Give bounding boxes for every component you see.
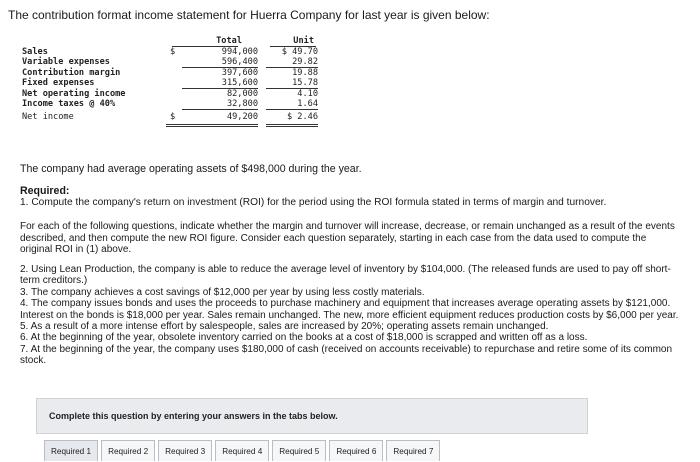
row-label: Variable expenses xyxy=(22,57,110,67)
required-tabs xyxy=(44,440,443,462)
row-unit: $ 49.70 xyxy=(281,46,318,57)
row-label: Income taxes @ 40% xyxy=(22,99,116,109)
question-6: 6. At the beginning of the year, obsolete inventory carried on the books at a cost of $18,000 is scrapped and written off as a loss. xyxy=(20,332,588,344)
row-unit: 15.78 xyxy=(292,78,318,88)
row-dollar: $ xyxy=(170,111,176,122)
row-total: 397,600 xyxy=(221,67,258,78)
operating-assets-text: The company had average operating assets of $498,000 during the year. xyxy=(20,163,362,175)
question-5: 5. As a result of a more intense effort by salespeople, sales are increased by 20%; operating assets remain unchanged. xyxy=(20,321,549,333)
row-label: Sales xyxy=(22,46,48,57)
row-unit: $ 2.46 xyxy=(286,111,318,122)
tab-required-6[interactable]: Required 6 xyxy=(329,440,383,461)
tab-required-3[interactable]: Required 3 xyxy=(158,440,212,461)
net-income-unit-underline xyxy=(266,124,318,125)
taxes-unit-underline xyxy=(266,109,318,110)
row-unit: 4.10 xyxy=(297,88,318,99)
question-3: 3. The company achieves a cost savings of $12,000 per year by using less costly materials. xyxy=(20,286,425,298)
tab-required-2[interactable]: Required 2 xyxy=(101,440,155,461)
question-list xyxy=(20,264,680,367)
tab-required-5[interactable]: Required 5 xyxy=(272,440,326,461)
row-total: 32,800 xyxy=(226,99,258,109)
row-label: Net income xyxy=(22,111,74,122)
instructions-text: For each of the following questions, indicate whether the margin and turnover will increase, decrease, or remain unchanged as a result of the events described, and then compute the new ROI figure. Consider each question separately, starting in each case from the data used to compute the original ROI in (1) above. xyxy=(20,221,675,256)
row-total: 82,000 xyxy=(226,88,258,99)
row-total: 994,000 xyxy=(221,46,258,57)
intro-text: The contribution format income statement for Huerra Company for last year is given below: xyxy=(8,8,490,22)
header-total: Total xyxy=(216,36,242,46)
answer-instructions-box xyxy=(36,398,588,434)
row-total: 49,200 xyxy=(226,111,258,122)
row-unit: 19.88 xyxy=(292,67,318,78)
tab-required-1[interactable]: Required 1 xyxy=(44,440,98,461)
required-1-text: 1. Compute the company's return on investment (ROI) for the period using the ROI formula stated in terms of margin and turnover. xyxy=(20,197,607,208)
row-unit: 29.82 xyxy=(292,57,318,67)
net-income-unit-double-underline xyxy=(266,126,318,127)
net-income-total-underline xyxy=(166,124,258,125)
taxes-total-underline xyxy=(182,109,258,110)
row-total: 596,400 xyxy=(221,57,258,67)
row-label: Net operating income xyxy=(22,88,126,99)
question-2: 2. Using Lean Production, the company is able to reduce the average level of inventory by $104,000. (The released funds are used to pay off short-term creditors.) xyxy=(20,264,671,287)
row-label: Contribution margin xyxy=(22,67,121,78)
question-4: 4. The company issues bonds and uses the proceeds to purchase machinery and equipment that increases average operating assets by $121,000. Interest on the bonds is $18,000 per year. Sales remain unchanged. The new, more efficient equipment reduces production costs by $6,000 per year. xyxy=(20,298,679,321)
row-dollar: $ xyxy=(170,46,176,57)
required-heading: Required: xyxy=(20,185,70,197)
row-label: Fixed expenses xyxy=(22,78,95,88)
header-unit: Unit xyxy=(293,36,314,46)
answer-instructions-text: Complete this question by entering your answers in the tabs below. xyxy=(49,411,338,421)
row-total: 315,600 xyxy=(221,78,258,88)
tab-required-4[interactable]: Required 4 xyxy=(215,440,269,461)
net-income-total-double-underline xyxy=(166,126,258,127)
tab-required-7[interactable]: Required 7 xyxy=(386,440,440,461)
question-7: 7. At the beginning of the year, the company uses $180,000 of cash (received on accounts receivable) to repurchase and retire some of its common stock. xyxy=(20,343,673,367)
row-unit: 1.64 xyxy=(297,99,318,109)
